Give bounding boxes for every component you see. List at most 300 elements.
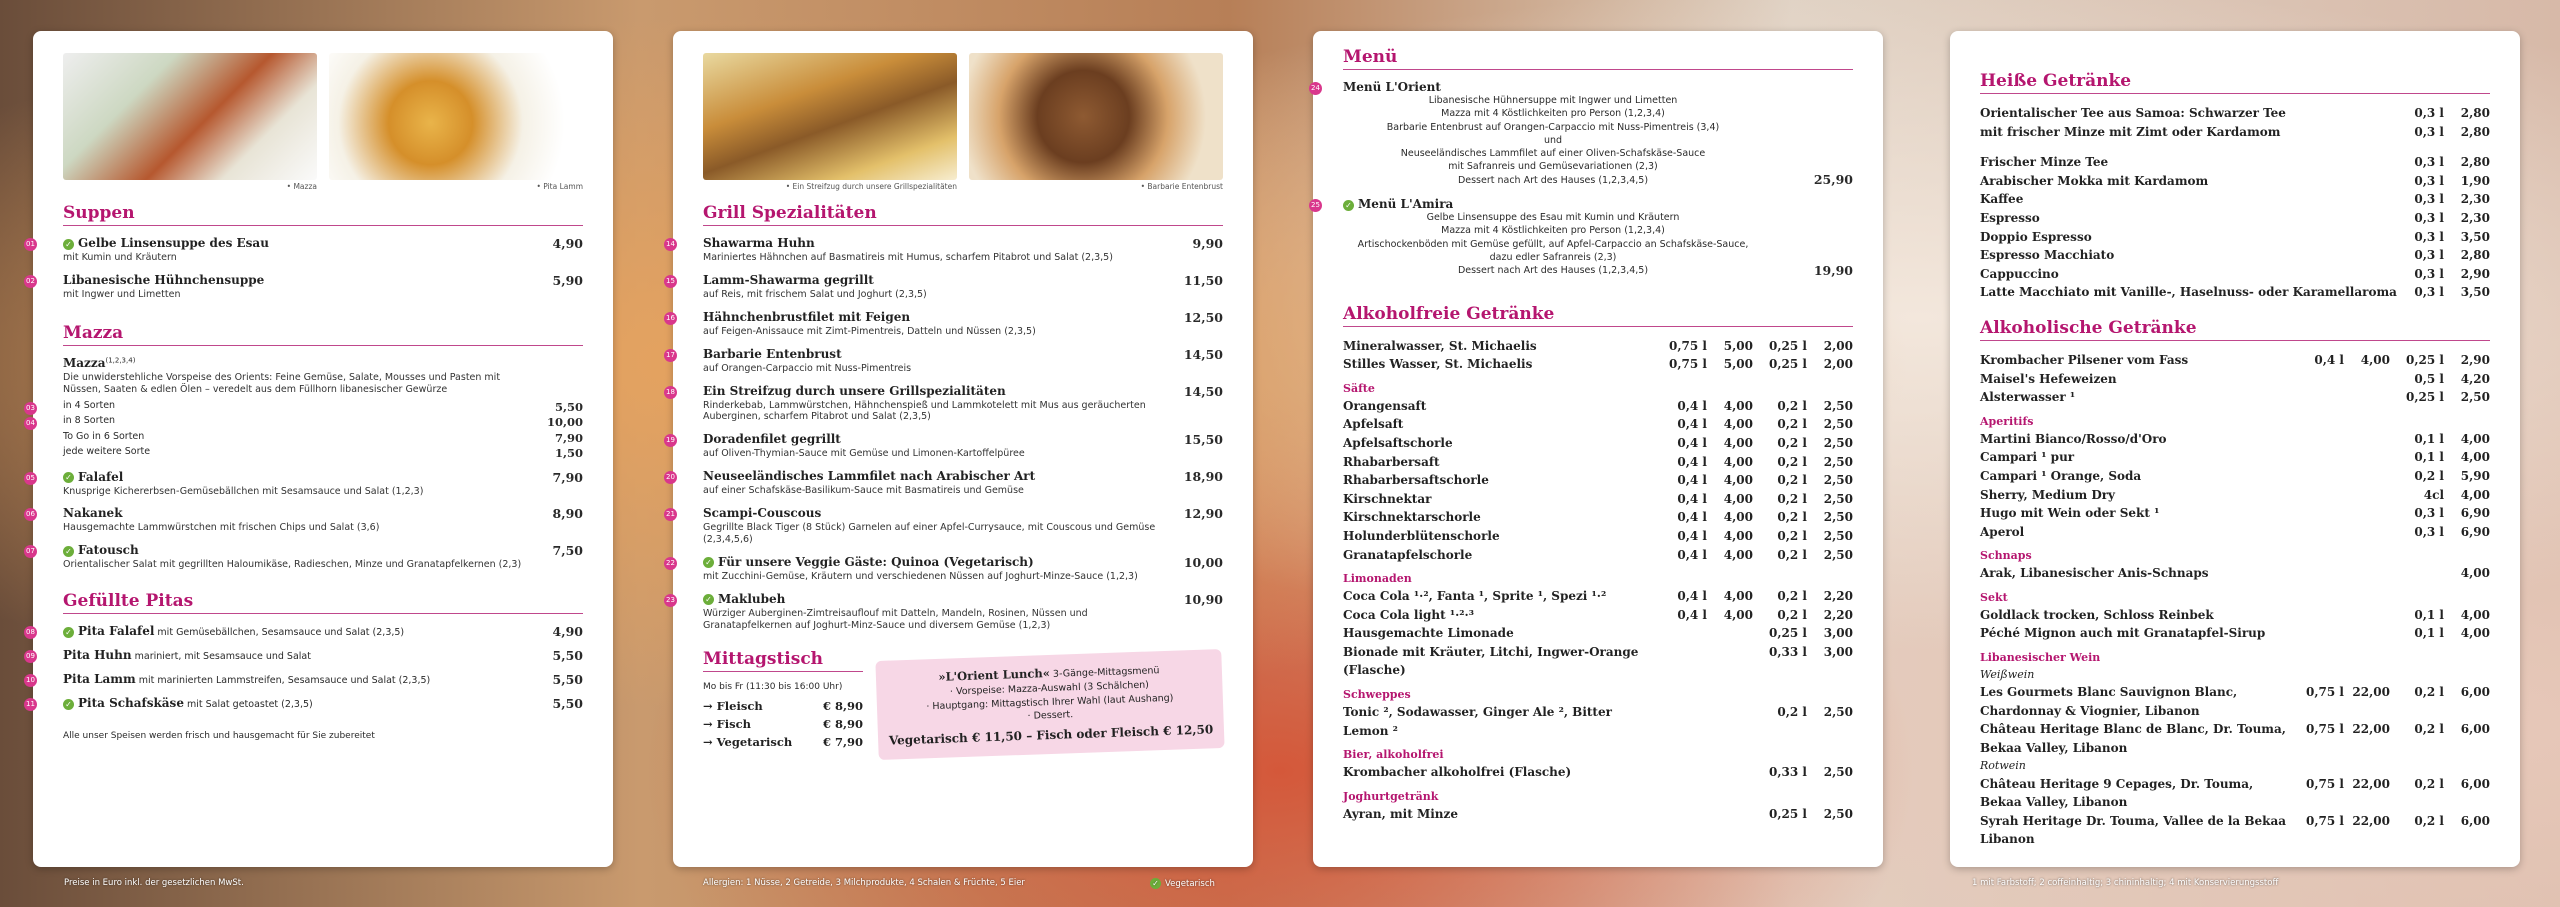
option-price: 10,00 [546, 415, 583, 430]
drink-subheading: Sekt [1980, 590, 2008, 604]
item-price: 4,90 [552, 236, 583, 251]
item-head [63, 236, 269, 250]
drink-value: 0,2 l [1777, 435, 1807, 450]
drink-value: 0,2 l [1777, 705, 1807, 720]
item-number: 20 [664, 471, 677, 484]
drink-value: 4,00 [2460, 487, 2490, 502]
item-text [703, 236, 1113, 264]
drink-value: 4,00 [1723, 547, 1753, 562]
set-menu-line: und [1543, 134, 1563, 146]
drink-row [1980, 812, 2490, 849]
item-text [63, 648, 311, 663]
set-menu-lines [1343, 94, 1763, 187]
menu-item [666, 554, 1223, 583]
drink-name: mit frischer Minze mit Zimt oder Kardamom [1980, 124, 2281, 139]
drink-value: 2,20 [1823, 589, 1853, 604]
set-menu-line: Gelbe Linsensuppe des Esau mit Kumin und Kräutern [1426, 212, 1680, 224]
menu-item [26, 672, 583, 688]
drink-value: 0,4 l [1677, 398, 1707, 413]
item-text [703, 592, 1173, 632]
lunch-box-title: »L'Orient Lunch« [938, 666, 1051, 685]
drink-name: Frischer Minze Tee [1980, 155, 2109, 170]
drink-value: 0,75 l [2306, 722, 2344, 737]
item-name: Libanesische Hühnchensuppe [63, 272, 265, 287]
drink-subheading: Joghurtgetränk [1343, 789, 1439, 803]
drink-value: 0,1 l [2414, 626, 2444, 641]
drink-value: 0,3 l [2414, 266, 2444, 281]
item-number: 08 [24, 626, 37, 639]
drink-row [1343, 397, 1853, 416]
panel-heisse-alkoholisch [1950, 31, 2520, 867]
item-number: 03 [24, 402, 37, 415]
veg-icon: ✓ [703, 594, 714, 605]
photo-caption: • Barbarie Entenbrust [1140, 182, 1223, 191]
item-text [63, 506, 379, 534]
item-name: Pita Falafel [78, 624, 155, 639]
lunch-box-subtitle: 3-Gänge-Mittagsmenü [1049, 665, 1160, 681]
drink-name: Ayran, mit Minze [1343, 806, 1458, 821]
item-number: 06 [24, 508, 37, 521]
drink-row [1980, 523, 2490, 542]
drink-value: 2,50 [1823, 435, 1853, 450]
drink-row [1980, 228, 2490, 247]
mittag-time: Mo bis Fr (11:30 bis 16:00 Uhr) [703, 682, 843, 693]
drink-value: 0,2 l [2414, 776, 2444, 791]
drink-row [1980, 153, 2490, 172]
item-desc: Hausgemachte Lammwürstchen mit frischen Chips und Salat (3,6) [63, 522, 380, 534]
drink-value: 2,30 [2460, 210, 2490, 225]
drink-subheading: Libanesischer Wein [1980, 651, 2101, 665]
drink-value: 0,3 l [2414, 124, 2444, 139]
drink-name: Syrah Heritage Dr. Touma, Vallee de la Bekaa Libanon [1980, 813, 2287, 847]
drink-value: 0,75 l [1669, 357, 1707, 372]
drink-value: 4,00 [1723, 398, 1753, 413]
drink-value: 4,00 [1723, 589, 1753, 604]
drink-row [1343, 415, 1853, 434]
drink-name: Alsterwasser ¹ [1980, 390, 2076, 405]
drink-value: 5,00 [1723, 338, 1753, 353]
drink-value: 0,4 l [1677, 589, 1707, 604]
item-head [703, 347, 911, 361]
drink-subheading: Säfte [1343, 381, 1375, 395]
drink-value: 4,00 [2460, 626, 2490, 641]
drink-name: Rhabarbersaftschorle [1343, 473, 1489, 488]
drink-value: 0,25 l [1769, 626, 1807, 641]
item-text [703, 432, 1025, 460]
drink-value: 0,2 l [1777, 473, 1807, 488]
drink-name: Apfelsaft [1343, 417, 1404, 432]
drink-subheading: Aperitifs [1980, 414, 2034, 428]
drink-value: 6,90 [2460, 506, 2490, 521]
drink-value: 4,00 [2460, 431, 2490, 446]
section-title-pitas: Gefüllte Pitas [63, 591, 583, 614]
menu-item [26, 236, 583, 264]
drink-row [1980, 430, 2490, 449]
drink-row [1343, 703, 1853, 740]
menu-item [26, 469, 583, 498]
item-desc: Orientalischer Salat mit gegrillten Haloumikäse, Radieschen, Minze und Granatapfelkernen (2,3) [63, 559, 522, 571]
drink-value: 5,00 [1723, 357, 1753, 372]
veg-icon: ✓ [1343, 200, 1354, 211]
drink-value: 0,1 l [2414, 607, 2444, 622]
item-name: Neuseeländisches Lammfilet nach Arabischer Art [703, 469, 1036, 484]
drink-value: 2,50 [1823, 806, 1853, 821]
item-head [703, 592, 1173, 606]
option-price: 1,50 [554, 446, 583, 461]
drink-value: 0,2 l [1777, 528, 1807, 543]
drink-value: 4,00 [1723, 473, 1753, 488]
menu-item [666, 346, 1223, 375]
drink-row [1343, 763, 1853, 782]
item-head [63, 648, 311, 662]
mittag-item [703, 716, 863, 734]
item-price: 19,90 [1813, 262, 1853, 278]
set-menu-head [1343, 197, 1853, 211]
drink-value: 0,4 l [1677, 528, 1707, 543]
drink-name: Kirschnektarschorle [1343, 510, 1481, 525]
item-number: 25 [1309, 199, 1322, 212]
item-text [703, 469, 1035, 497]
drink-value: 0,2 l [2414, 685, 2444, 700]
drink-row [1980, 104, 2490, 123]
item-head [63, 506, 379, 520]
drink-value: 0,1 l [2414, 450, 2444, 465]
drink-value: 2,50 [1823, 491, 1853, 506]
mittag-label: → Fisch [703, 717, 752, 732]
drink-row [1980, 624, 2490, 643]
item-price: 12,90 [1183, 506, 1223, 521]
drink-value: 0,3 l [2414, 210, 2444, 225]
item-name: Menü L'Amira [1358, 197, 1454, 212]
item-number: 01 [24, 238, 37, 251]
drink-row [1980, 351, 2490, 370]
drink-row [1343, 606, 1853, 625]
drink-value: 0,25 l [1769, 806, 1807, 821]
drink-row [1980, 720, 2490, 757]
drink-value: 4,00 [1723, 454, 1753, 469]
set-menu-line: Neuseeländisches Lammfilet auf einer Oliven-Schafskäse-Sauce [1400, 148, 1706, 160]
item-name: Für unsere Veggie Gäste: Quinoa (Vegetarisch) [718, 554, 1034, 569]
drink-name: Hausgemachte Limonade [1343, 626, 1514, 641]
item-text [703, 555, 1138, 583]
drink-row [1343, 490, 1853, 509]
drink-subheading: Schnaps [1980, 549, 2032, 563]
drink-value: 0,3 l [2414, 524, 2444, 539]
drink-value: 0,4 l [1677, 491, 1707, 506]
drink-name: Orientalischer Tee aus Samoa: Schwarzer Tee [1980, 106, 2286, 120]
drink-name: Campari ¹ Orange, Soda [1980, 468, 2142, 483]
drink-row [1980, 123, 2490, 142]
drink-value: 2,80 [2460, 155, 2490, 170]
veg-icon: ✓ [63, 546, 74, 557]
item-desc: mit marinierten Lammstreifen, Sesamsauce und Salat (2,3,5) [135, 675, 431, 687]
item-desc: mit Salat getoastet (2,3,5) [183, 699, 313, 711]
drink-name: Coca Cola ¹·², Fanta ¹, Sprite ¹, Spezi ¹·² [1343, 589, 1607, 604]
item-name: Barbarie Entenbrust [703, 346, 842, 361]
section-title-menu: Menü [1343, 47, 1853, 70]
drink-row [1980, 388, 2490, 407]
drink-name: Krombacher alkoholfrei (Flasche) [1343, 765, 1572, 780]
drink-name: Granatapfelschorle [1343, 547, 1473, 562]
veg-icon: ✓ [1150, 878, 1161, 889]
item-number: 04 [24, 417, 37, 430]
drink-name: Tonic ², Sodawasser, Ginger Ale ², Bitter Lemon ² [1343, 705, 1612, 738]
drink-row [1980, 448, 2490, 467]
drink-name: Goldlack trocken, Schloss Reinbek [1980, 607, 2214, 622]
drink-row [1980, 564, 2490, 583]
item-head [703, 236, 1113, 250]
lunch-box-line: · Vorspeise: Mazza-Auswahl (3 Schälchen) [949, 679, 1150, 698]
item-price: 7,90 [552, 469, 583, 485]
drink-value: 0,2 l [1777, 607, 1807, 622]
drink-value: 0,3 l [2414, 155, 2444, 170]
item-text [63, 672, 430, 687]
set-menu-lines [1343, 211, 1763, 277]
menu-item [666, 469, 1223, 497]
fresh-note: Alle unser Speisen werden frisch und hausgemacht für Sie zubereitet [63, 731, 375, 742]
item-name: Maklubeh [718, 591, 786, 606]
mazza-option [26, 399, 583, 416]
section-title-heisse-getraenke: Heiße Getränke [1980, 71, 2490, 94]
item-text [703, 310, 1036, 338]
drink-value: 0,4 l [1677, 454, 1707, 469]
drink-value: 22,00 [2352, 813, 2390, 828]
drink-value: 4,00 [1723, 528, 1753, 543]
drink-value: 4,00 [2460, 566, 2490, 581]
photo-caption: • Mazza [286, 182, 317, 191]
option-label: To Go in 6 Sorten [63, 430, 145, 442]
lunch-box-line: · Dessert. [1027, 709, 1074, 723]
photo-pita-lamm [329, 53, 583, 180]
drink-value: 2,30 [2460, 192, 2490, 207]
item-number: 24 [1309, 82, 1322, 95]
menu-item [26, 624, 583, 640]
item-name: Scampi-Couscous [703, 506, 822, 520]
item-price: 11,50 [1183, 272, 1223, 288]
drink-row [1980, 209, 2490, 228]
drink-name: Orangensaft [1343, 398, 1427, 413]
panel-grill [666, 31, 1253, 867]
drink-name: Château Heritage Blanc de Blanc, Dr. Touma, Bekaa Valley, Libanon [1980, 722, 2286, 755]
drink-value: 6,00 [2460, 722, 2490, 737]
drink-name: Latte Macchiato mit Vanille-, Haselnuss- oder Karamellaroma [1980, 285, 2397, 300]
item-price: 5,50 [552, 696, 583, 712]
item-text [703, 347, 911, 375]
item-number: 21 [664, 508, 677, 521]
menu-item [26, 543, 583, 571]
section-title-grill: Grill Spezialitäten [703, 203, 1223, 226]
footer-additives: 1 mit Farbstoff; 2 coffeinhaltig; 3 chininhaltig; 4 mit Konservierungsstoff [1972, 878, 2279, 888]
item-text [63, 273, 264, 301]
drink-value: 0,25 l [1769, 338, 1807, 353]
section-title-alkoholfrei: Alkoholfreie Getränke [1343, 304, 1853, 327]
item-number: 22 [664, 557, 677, 570]
drink-value: 0,2 l [2414, 468, 2444, 483]
item-text [63, 624, 404, 639]
item-text [703, 506, 1173, 546]
set-menu-line: Artischockenböden mit Gemüse gefüllt, auf Apfel-Carpaccio an Schafskäse-Sauce, [1357, 238, 1749, 250]
drink-row [1980, 190, 2490, 209]
drink-row [1980, 265, 2490, 284]
drink-row [1343, 337, 1853, 356]
item-text [703, 384, 1173, 424]
drink-name: Weißwein [1980, 668, 2035, 682]
item-number: 23 [664, 594, 677, 607]
item-number: 18 [664, 386, 677, 399]
drink-row [1980, 504, 2490, 523]
drink-value: 4,00 [2360, 352, 2390, 367]
item-price: 10,00 [1183, 554, 1223, 570]
drink-row [1343, 355, 1853, 374]
drink-value: 4,00 [1723, 510, 1753, 525]
drink-value: 6,00 [2460, 685, 2490, 700]
set-menu [1311, 80, 1853, 188]
drink-value: 0,75 l [2306, 813, 2344, 828]
item-number: 07 [24, 545, 37, 558]
item-head [703, 469, 1035, 483]
item-number: 14 [664, 238, 677, 251]
drink-value: 6,90 [2460, 524, 2490, 539]
veg-icon: ✓ [703, 557, 714, 568]
section-title-mazza: Mazza [63, 323, 583, 346]
drink-value: 0,2 l [1777, 398, 1807, 413]
set-menu-body [1343, 211, 1853, 277]
drink-row [1980, 606, 2490, 625]
menu-item [666, 236, 1223, 264]
drink-subheading: Limonaden [1343, 572, 1412, 586]
item-desc: auf Feigen-Anissauce mit Zimt-Pimentreis, Datteln und Nüssen (2,3,5) [703, 325, 1036, 337]
lunch-box-line: · Hauptgang: Mittagstisch Ihrer Wahl (laut Aushang) [926, 692, 1174, 713]
item-text [703, 273, 927, 301]
item-price: 12,50 [1183, 309, 1223, 325]
drink-value: 4,00 [1723, 417, 1753, 432]
drink-value: 0,3 l [2414, 506, 2444, 521]
drink-value: 0,3 l [2414, 173, 2444, 188]
drink-row [1980, 775, 2490, 812]
drink-value: 4,00 [1723, 607, 1753, 622]
drink-name: Rotwein [1980, 759, 2026, 773]
photo-caption: • Ein Streifzug durch unsere Grillspezialitäten [785, 182, 957, 191]
drink-value: 2,90 [2460, 352, 2490, 367]
veg-icon: ✓ [63, 699, 74, 710]
item-head [703, 506, 1173, 520]
menu-item [666, 383, 1223, 424]
set-menu-line: mit Safranreis und Gemüsevariationen (2,3) [1448, 161, 1658, 173]
drink-name: Apfelsaftschorle [1343, 435, 1453, 450]
item-head [703, 273, 927, 287]
drink-name: Kirschnektar [1343, 491, 1432, 506]
drink-row [1980, 666, 2490, 683]
drink-value: 0,4 l [1677, 607, 1707, 622]
drink-name: Rhabarbersaft [1343, 454, 1440, 469]
item-desc: mit Kumin und Kräutern [63, 252, 177, 263]
mittag-item [703, 734, 863, 752]
drink-subheading: Schweppes [1343, 688, 1411, 702]
item-text [63, 470, 423, 498]
drink-value: 4,00 [1723, 491, 1753, 506]
drink-name: Holunderblütenschorle [1343, 528, 1500, 543]
item-price: 5,90 [552, 272, 583, 288]
drink-value: 0,2 l [1777, 547, 1807, 562]
drink-value: 0,4 l [1677, 547, 1707, 562]
drink-value: 2,50 [1823, 398, 1853, 413]
drink-row [1980, 283, 2490, 302]
veg-icon: ✓ [63, 472, 74, 483]
option-label: jede weitere Sorte [63, 446, 151, 458]
item-text [63, 696, 313, 711]
drink-value: 0,4 l [1677, 473, 1707, 488]
drink-name: Coca Cola light ¹·²·³ [1343, 607, 1474, 622]
item-head [703, 555, 1138, 569]
drink-name: Maisel's Hefeweizen [1980, 371, 2117, 386]
item-name: Mazza [63, 355, 106, 370]
drink-value: 2,00 [1823, 338, 1853, 353]
drink-name: Stilles Wasser, St. Michaelis [1343, 357, 1533, 372]
drink-value: 4,00 [2460, 450, 2490, 465]
drink-value: 3,50 [2460, 285, 2490, 300]
mittag-price: € 8,90 [822, 717, 863, 732]
menu-item [26, 696, 583, 712]
drink-value: 3,50 [2460, 229, 2490, 244]
drink-name: Doppio Espresso [1980, 229, 2092, 244]
drink-row [1343, 508, 1853, 527]
drink-value: 0,2 l [1777, 510, 1807, 525]
drink-value: 0,2 l [2414, 813, 2444, 828]
item-price: 7,50 [552, 543, 583, 559]
drink-row [1980, 486, 2490, 505]
panel-menu-alkoholfrei [1313, 31, 1883, 867]
item-head [703, 384, 1173, 398]
drink-value: 0,2 l [2414, 722, 2444, 737]
menu-item [666, 506, 1223, 546]
item-name: Pita Schafskäse [78, 696, 184, 711]
drink-value: 0,3 l [2414, 285, 2444, 300]
drink-value: 0,4 l [2314, 352, 2344, 367]
option-label: in 4 Sorten [63, 399, 116, 411]
drink-value: 2,50 [1823, 765, 1853, 780]
item-head [63, 470, 423, 484]
drink-value: 0,2 l [1777, 417, 1807, 432]
photo-entenbrust [969, 53, 1223, 180]
option-price: 5,50 [554, 399, 583, 414]
drink-name: Sherry, Medium Dry [1980, 487, 2116, 502]
item-text [63, 543, 521, 571]
drink-name: Espresso [1980, 210, 2040, 225]
item-desc: Mariniertes Hähnchen auf Basmatireis mit Humus, scharfem Pitabrot und Salat (2,3,5) [703, 252, 1113, 263]
drink-name: Péché Mignon auch mit Granatapfel-Sirup [1980, 626, 2266, 641]
drink-value: 0,25 l [1769, 357, 1807, 372]
drink-value: 22,00 [2352, 685, 2390, 700]
drink-value: 0,2 l [1777, 491, 1807, 506]
drink-name: Aperol [1980, 524, 2025, 539]
drink-row [1343, 434, 1853, 453]
menu-item [666, 272, 1223, 301]
item-price: 8,90 [552, 506, 583, 522]
mittag-price: € 7,90 [822, 735, 863, 749]
drink-name: Martini Bianco/Rosso/d'Oro [1980, 431, 2167, 446]
drink-value: 2,50 [2460, 390, 2490, 405]
drink-row [1343, 587, 1853, 606]
drink-value: 22,00 [2352, 722, 2390, 737]
drink-value: 3,00 [1823, 644, 1853, 659]
drink-name: Campari ¹ pur [1980, 450, 2075, 465]
photo-grill-platter [703, 53, 957, 180]
drink-name: Château Heritage 9 Cepages, Dr. Touma, Bekaa Valley, Libanon [1980, 776, 2254, 810]
drink-value: 0,75 l [2306, 685, 2344, 700]
set-menu-head [1343, 80, 1853, 94]
item-desc: auf Reis, mit frischem Salat und Joghurt (2,3,5) [703, 288, 927, 300]
drink-value: 2,80 [2460, 106, 2490, 120]
